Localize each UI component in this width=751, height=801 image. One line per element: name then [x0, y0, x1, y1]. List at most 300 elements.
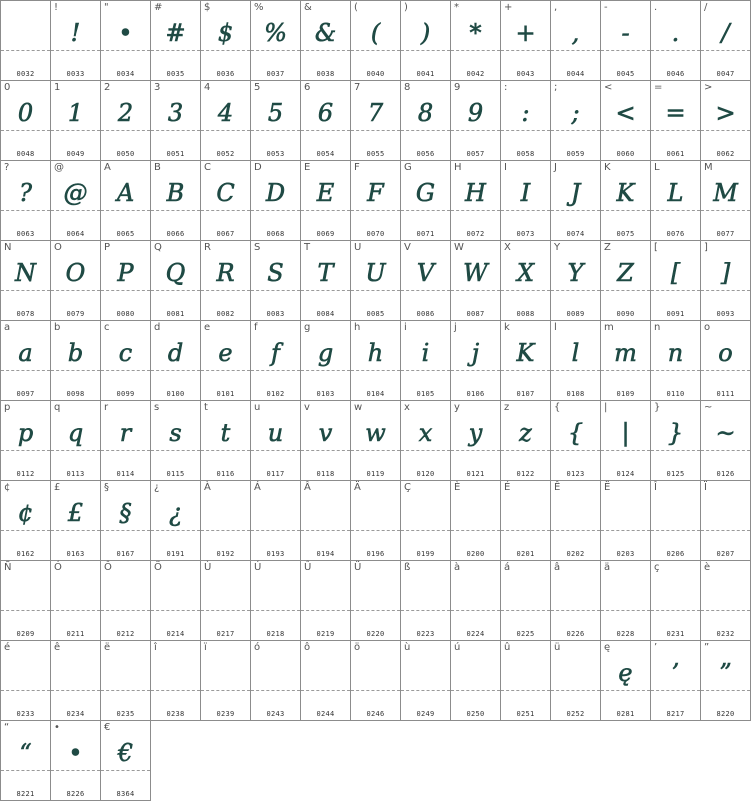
- character-label: G: [404, 162, 412, 173]
- character-code: 0126: [716, 470, 735, 478]
- character-label: n: [654, 322, 661, 333]
- glyph-cell-0055: [350, 80, 401, 161]
- glyph-cell-0281: [600, 640, 651, 721]
- character-label: }: [654, 402, 661, 413]
- glyph-sample: h: [367, 339, 384, 367]
- character-label: :: [504, 82, 508, 93]
- character-label: à: [454, 562, 461, 573]
- glyph-sample: R: [216, 259, 235, 287]
- character-code: 8226: [66, 790, 85, 798]
- character-code: 0036: [216, 70, 235, 78]
- character-label: x: [404, 402, 410, 413]
- glyph-sample: #: [165, 19, 186, 47]
- character-label: z: [504, 402, 510, 413]
- character-label: Ç: [404, 482, 411, 493]
- character-code: 0232: [716, 630, 735, 638]
- character-code: 0118: [316, 470, 335, 478]
- character-code: 0055: [366, 150, 385, 158]
- character-label: k: [504, 322, 510, 333]
- character-code: 0048: [16, 150, 35, 158]
- character-code: 0074: [566, 230, 585, 238]
- glyph-cell-0235: [100, 640, 151, 721]
- character-label: Q: [154, 242, 162, 253]
- character-code: 0223: [416, 630, 435, 638]
- glyph-sample: n: [667, 339, 684, 367]
- glyph-sample: g: [317, 339, 334, 367]
- glyph-sample: ę: [618, 659, 633, 687]
- character-code: 0103: [316, 390, 335, 398]
- baseline-divider: [251, 530, 300, 531]
- glyph-cell-0243: [250, 640, 301, 721]
- baseline-divider: [301, 610, 350, 611]
- baseline-divider: [551, 690, 600, 691]
- glyph-sample: [: [670, 259, 681, 287]
- character-code: 0034: [116, 70, 135, 78]
- character-label: Ú: [254, 562, 262, 573]
- character-code: 0100: [166, 390, 185, 398]
- character-code: 0033: [66, 70, 85, 78]
- glyph-cell-0209: [0, 560, 51, 641]
- character-label: R: [204, 242, 211, 253]
- glyph-cell-0093: [700, 240, 751, 321]
- character-code: 0058: [516, 150, 535, 158]
- character-code: 0042: [466, 70, 485, 78]
- glyph-sample: t: [220, 419, 231, 447]
- character-label: é: [4, 642, 11, 653]
- character-code: 0228: [616, 630, 635, 638]
- character-label: 8: [404, 82, 411, 93]
- character-label: ?: [4, 162, 10, 173]
- character-code: 0079: [66, 310, 85, 318]
- glyph-sample: V: [416, 259, 435, 287]
- glyph-sample: 2: [117, 99, 134, 127]
- baseline-divider: [301, 690, 350, 691]
- glyph-cell-0111: [700, 320, 751, 401]
- character-code: 0035: [166, 70, 185, 78]
- glyph-cell-0225: [500, 560, 551, 641]
- glyph-cell-0252: [550, 640, 601, 721]
- glyph-cell-0049: [50, 80, 101, 161]
- glyph-sample: <: [615, 99, 636, 127]
- baseline-divider: [251, 690, 300, 691]
- character-label: D: [254, 162, 262, 173]
- character-code: 0093: [716, 310, 735, 318]
- glyph-cell-0077: [700, 160, 751, 241]
- glyph-cell-0203: [600, 480, 651, 561]
- glyph-cell-0119: [350, 400, 401, 481]
- character-label: q: [54, 402, 61, 413]
- baseline-divider: [201, 610, 250, 611]
- character-code: 0244: [316, 710, 335, 718]
- glyph-sample: $: [217, 19, 234, 47]
- character-code: 0209: [16, 630, 35, 638]
- glyph-cell-0107: [500, 320, 551, 401]
- character-code: 0119: [366, 470, 385, 478]
- glyph-cell-0218: [250, 560, 301, 641]
- baseline-divider: [451, 530, 500, 531]
- character-label: $: [204, 2, 211, 13]
- character-code: 0238: [166, 710, 185, 718]
- character-label: V: [404, 242, 411, 253]
- baseline-divider: [51, 690, 100, 691]
- character-label: è: [704, 562, 711, 573]
- glyph-cell-0097: [0, 320, 51, 401]
- glyph-sample: 3: [167, 99, 184, 127]
- character-code: 0219: [316, 630, 335, 638]
- character-label: ü: [554, 642, 561, 653]
- character-code: 0105: [416, 390, 435, 398]
- glyph-sample: B: [166, 179, 185, 207]
- glyph-sample: 5: [267, 99, 284, 127]
- baseline-divider: [251, 610, 300, 611]
- glyph-cell-0060: [600, 80, 651, 161]
- glyph-cell-0043: [500, 0, 551, 81]
- glyph-cell-8217: [650, 640, 701, 721]
- character-label: Ù: [204, 562, 212, 573]
- glyph-sample: ¿: [169, 499, 182, 527]
- glyph-sample: c: [118, 339, 133, 367]
- character-label: 1: [54, 82, 61, 93]
- glyph-sample: m: [614, 339, 637, 367]
- glyph-cell-0117: [250, 400, 301, 481]
- baseline-divider: [651, 530, 700, 531]
- glyph-cell-0085: [350, 240, 401, 321]
- glyph-sample: a: [18, 339, 33, 367]
- character-label: r: [104, 402, 109, 413]
- character-code: 0088: [516, 310, 535, 318]
- character-label: /: [704, 2, 708, 13]
- glyph-cell-0163: [50, 480, 101, 561]
- glyph-sample: s: [169, 419, 182, 447]
- glyph-sample: 0: [17, 99, 34, 127]
- character-code: 0212: [116, 630, 135, 638]
- glyph-sample: ”: [719, 659, 732, 687]
- character-label: [: [654, 242, 658, 253]
- character-code: 0082: [216, 310, 235, 318]
- character-label: w: [354, 402, 363, 413]
- glyph-cell-0069: [300, 160, 351, 241]
- baseline-divider: [151, 690, 200, 691]
- character-code: 0217: [216, 630, 235, 638]
- character-code: 0045: [616, 70, 635, 78]
- glyph-sample: >: [715, 99, 736, 127]
- character-code: 0040: [366, 70, 385, 78]
- glyph-cell-0231: [650, 560, 701, 641]
- character-label: É: [504, 482, 511, 493]
- baseline-divider: [201, 530, 250, 531]
- character-code: 0090: [616, 310, 635, 318]
- baseline-divider: [1, 690, 50, 691]
- glyph-cell-0234: [50, 640, 101, 721]
- glyph-cell-0042: [450, 0, 501, 81]
- character-label: •: [54, 722, 60, 733]
- character-label: ß: [404, 562, 411, 573]
- glyph-sample: (: [370, 19, 381, 47]
- glyph-sample: P: [117, 259, 134, 287]
- glyph-cell-0038: [300, 0, 351, 81]
- character-label: û: [504, 642, 511, 653]
- glyph-cell-0071: [400, 160, 451, 241]
- character-label: g: [304, 322, 311, 333]
- character-label: T: [304, 242, 311, 253]
- glyph-sample: 9: [467, 99, 484, 127]
- glyph-cell-8220: [700, 640, 751, 721]
- glyph-cell-0212: [100, 560, 151, 641]
- character-code: 0107: [516, 390, 535, 398]
- glyph-cell-0246: [350, 640, 401, 721]
- character-label: ï: [204, 642, 207, 653]
- character-code: 0111: [716, 390, 735, 398]
- character-code: 0038: [316, 70, 335, 78]
- glyph-sample: v: [318, 419, 333, 447]
- glyph-cell-0087: [450, 240, 501, 321]
- glyph-cell-0219: [300, 560, 351, 641]
- character-code: 0078: [16, 310, 35, 318]
- glyph-cell-0102: [250, 320, 301, 401]
- glyph-sample: e: [218, 339, 233, 367]
- glyph-sample: }: [667, 419, 684, 447]
- baseline-divider: [401, 530, 450, 531]
- glyph-sample: ): [420, 19, 431, 47]
- character-code: 8364: [116, 790, 135, 798]
- glyph-cell-8226: [50, 720, 101, 801]
- glyph-cell-0124: [600, 400, 651, 481]
- glyph-sample: £: [67, 499, 84, 527]
- character-code: 0243: [266, 710, 285, 718]
- character-code: 0073: [516, 230, 535, 238]
- glyph-cell-0250: [450, 640, 501, 721]
- glyph-cell-0194: [300, 480, 351, 561]
- glyph-cell-0196: [350, 480, 401, 561]
- glyph-sample: j: [471, 339, 480, 367]
- glyph-cell-0078: [0, 240, 51, 321]
- character-label: 4: [204, 82, 211, 93]
- glyph-cell-0076: [650, 160, 701, 241]
- glyph-cell-0070: [350, 160, 401, 241]
- glyph-cell-0036: [200, 0, 251, 81]
- character-label: 7: [354, 82, 361, 93]
- glyph-sample: §: [119, 499, 132, 527]
- glyph-cell-0046: [650, 0, 701, 81]
- glyph-sample: N: [15, 259, 36, 287]
- character-code: 0047: [716, 70, 735, 78]
- glyph-cell-0072: [450, 160, 501, 241]
- glyph-sample: q: [67, 419, 84, 447]
- glyph-cell-0238: [150, 640, 201, 721]
- glyph-sample: Z: [617, 259, 634, 287]
- character-label: .: [654, 2, 658, 13]
- character-label: h: [354, 322, 361, 333]
- character-code: 0251: [516, 710, 535, 718]
- character-label: ù: [404, 642, 411, 653]
- character-code: 0089: [566, 310, 585, 318]
- glyph-cell-0114: [100, 400, 151, 481]
- glyph-sample: T: [317, 259, 334, 287]
- character-code: 0199: [416, 550, 435, 558]
- baseline-divider: [451, 690, 500, 691]
- character-label: X: [504, 242, 511, 253]
- character-label: Û: [304, 562, 312, 573]
- baseline-divider: [351, 690, 400, 691]
- character-code: 0101: [216, 390, 235, 398]
- glyph-cell-0201: [500, 480, 551, 561]
- glyph-sample: D: [265, 179, 286, 207]
- character-label: Ï: [704, 482, 707, 493]
- glyph-sample: L: [667, 179, 684, 207]
- character-code: 0202: [566, 550, 585, 558]
- glyph-sample: E: [316, 179, 335, 207]
- character-code: 0063: [16, 230, 35, 238]
- character-label: U: [354, 242, 362, 253]
- character-label: >: [704, 82, 713, 93]
- glyph-sample: K: [616, 179, 635, 207]
- character-code: 0069: [316, 230, 335, 238]
- glyph-cell-0228: [600, 560, 651, 641]
- character-label: t: [204, 402, 208, 413]
- character-label: u: [254, 402, 261, 413]
- character-code: 0052: [216, 150, 235, 158]
- glyph-sample: F: [367, 179, 384, 207]
- character-code: 0067: [216, 230, 235, 238]
- character-label: 9: [454, 82, 461, 93]
- character-label: Ö: [154, 562, 162, 573]
- glyph-sample: l: [571, 339, 580, 367]
- glyph-cell-0081: [150, 240, 201, 321]
- character-code: 0064: [66, 230, 85, 238]
- glyph-sample: {: [567, 419, 584, 447]
- baseline-divider: [551, 610, 600, 611]
- character-label: =: [654, 82, 663, 93]
- glyph-cell-0047: [700, 0, 751, 81]
- character-label: d: [154, 322, 161, 333]
- glyph-cell-0066: [150, 160, 201, 241]
- character-code: 0085: [366, 310, 385, 318]
- glyph-cell-0041: [400, 0, 451, 81]
- character-label: Ó: [54, 562, 62, 573]
- baseline-divider: [601, 610, 650, 611]
- character-label: @: [54, 162, 64, 173]
- character-label: N: [4, 242, 12, 253]
- character-code: 0102: [266, 390, 285, 398]
- glyph-sample: p: [17, 419, 34, 447]
- character-label: ”: [704, 642, 710, 653]
- character-label: â: [554, 562, 561, 573]
- character-code: 0041: [416, 70, 435, 78]
- character-label: ": [104, 2, 109, 13]
- glyph-cell-0200: [450, 480, 501, 561]
- glyph-cell-0126: [700, 400, 751, 481]
- baseline-divider: [201, 690, 250, 691]
- glyph-sample: G: [415, 179, 436, 207]
- character-code: 0235: [116, 710, 135, 718]
- glyph-cell-0089: [550, 240, 601, 321]
- glyph-cell-0125: [650, 400, 701, 481]
- glyph-cell-0063: [0, 160, 51, 241]
- character-label: î: [154, 642, 157, 653]
- character-label: Î: [654, 482, 657, 493]
- glyph-sample: 8: [417, 99, 434, 127]
- character-code: 0054: [316, 150, 335, 158]
- glyph-cell-0050: [100, 80, 151, 161]
- character-code: 0106: [466, 390, 485, 398]
- glyph-sample: 4: [217, 99, 234, 127]
- glyph-cell-0035: [150, 0, 201, 81]
- glyph-cell-0037: [250, 0, 301, 81]
- character-code: 0056: [416, 150, 435, 158]
- glyph-sample: +: [515, 19, 536, 47]
- character-label: ę: [604, 642, 611, 653]
- character-label: 6: [304, 82, 311, 93]
- character-code: 0167: [116, 550, 135, 558]
- character-label: ¿: [154, 482, 160, 493]
- character-label: ): [404, 2, 408, 13]
- character-label: J: [554, 162, 557, 173]
- character-code: 0231: [666, 630, 685, 638]
- glyph-sample: y: [468, 419, 483, 447]
- glyph-sample: u: [267, 419, 284, 447]
- glyph-cell-0239: [200, 640, 251, 721]
- character-label: s: [154, 402, 160, 413]
- character-code: 0098: [66, 390, 85, 398]
- character-code: 0091: [666, 310, 685, 318]
- character-code: 0076: [666, 230, 685, 238]
- glyph-cell-0115: [150, 400, 201, 481]
- glyph-cell-0032: [0, 0, 51, 81]
- character-code: 0192: [216, 550, 235, 558]
- character-code: 0193: [266, 550, 285, 558]
- character-label: |: [604, 402, 608, 413]
- character-label: {: [554, 402, 561, 413]
- character-code: 0044: [566, 70, 585, 78]
- glyph-cell-0090: [600, 240, 651, 321]
- glyph-cell-0105: [400, 320, 451, 401]
- glyph-sample: d: [167, 339, 184, 367]
- glyph-cell-0220: [350, 560, 401, 641]
- glyph-sample: W: [463, 259, 488, 287]
- baseline-divider: [501, 610, 550, 611]
- character-label: ë: [104, 642, 111, 653]
- character-code: 0214: [166, 630, 185, 638]
- glyph-cell-0214: [150, 560, 201, 641]
- glyph-cell-0104: [350, 320, 401, 401]
- glyph-cell-0044: [550, 0, 601, 81]
- glyph-cell-0062: [700, 80, 751, 161]
- glyph-cell-0103: [300, 320, 351, 401]
- glyph-cell-0192: [200, 480, 251, 561]
- glyph-sample: !: [70, 19, 81, 47]
- character-label: 5: [254, 82, 261, 93]
- character-code: 0099: [116, 390, 135, 398]
- glyph-sample: ]: [720, 259, 731, 287]
- glyph-cell-0120: [400, 400, 451, 481]
- glyph-sample: o: [718, 339, 733, 367]
- character-code: 0075: [616, 230, 635, 238]
- character-code: 0113: [66, 470, 85, 478]
- glyph-sample: •: [68, 739, 83, 767]
- character-code: 0115: [166, 470, 185, 478]
- character-label: W: [454, 242, 464, 253]
- glyph-sample: b: [67, 339, 84, 367]
- glyph-cell-0226: [550, 560, 601, 641]
- glyph-cell-0065: [100, 160, 151, 241]
- character-code: 0112: [16, 470, 35, 478]
- glyph-cell-0061: [650, 80, 701, 161]
- character-label: £: [54, 482, 61, 493]
- character-code: 8220: [716, 710, 735, 718]
- glyph-sample: /: [721, 19, 730, 47]
- glyph-cell-0116: [200, 400, 251, 481]
- character-code: 0234: [66, 710, 85, 718]
